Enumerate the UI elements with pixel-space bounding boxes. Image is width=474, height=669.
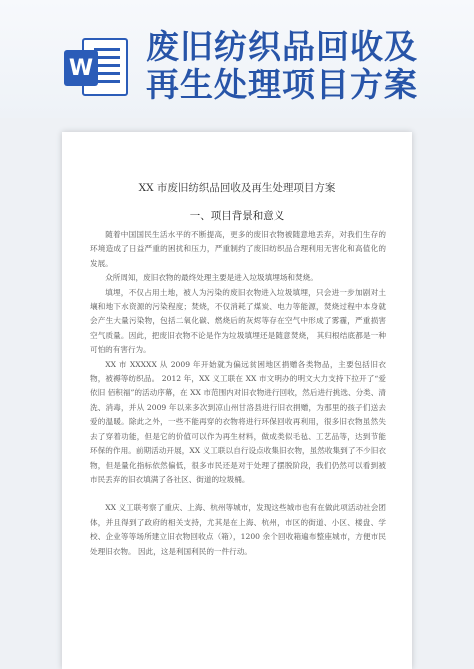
banner-title-line-1: 废旧纺织品回收及 <box>146 27 418 66</box>
paragraph: XX 义工联考察了重庆、上海、杭州等城市，发现这些城市也有在做此项活动社会团体，并且得到了政府的相关支持，尤其是在上海、杭州，市区的街道、小区、楼盘、学校、企业等等场所建立旧衣物回收点（箱），1200 余个回收箱遍布整座城市，方便市民处理旧衣物。 因此，这是利国利民的一件行动。 <box>90 503 386 556</box>
banner <box>0 0 474 118</box>
word-letter-badge: W <box>64 50 98 86</box>
paragraph: 众所周知，废旧衣物的最终处理主要是进入垃圾填埋场和焚烧。 <box>105 273 318 283</box>
word-document-icon <box>64 34 130 100</box>
banner-title-line-2: 再生处理项目方案 <box>146 65 418 104</box>
document-body <box>90 228 386 559</box>
document-page <box>62 132 412 669</box>
section-heading: 一、项目背景和意义 <box>189 210 285 222</box>
document-title: XX 市废旧纺织品回收及再生处理项目方案 <box>138 182 336 194</box>
paragraph: 随着中国国民生活水平的不断提高，更多的废旧衣物被随意地丢弃，对我们生存的环境造成了日益严重的困扰和压力，严重制约了废旧纺织品合理利用无害化和高值化的发展。 <box>90 230 386 268</box>
banner-title <box>146 28 466 104</box>
text-line-icon <box>94 48 120 51</box>
paragraph: 填埋，不仅占用土地，被人为污染的废旧衣物进入垃圾填埋，只会进一步加剧对土壤和地下水资源的污染程度；焚烧，不仅消耗了煤炭、电力等能源，焚烧过程中本身就会产生大量污染物，包括二氧化碳、燃烧后的灰烬等存在空气中形成了雾霾，严重损害空气质量。因此，把废旧衣物不论是作为垃圾填埋还是随意焚烧， 其归根结底都是一种可怕的有害行为。 <box>90 287 386 355</box>
paragraph: XX 市 XXXXX 从 2009 年开始就为偏远贫困地区捐赠各类物品，主要包括旧衣物，被褥等纺织品。 2012 年，XX 义工联在 XX 市文明办的明文大力支持下拉开了“爱依旧 佰积福”的活动序幕，在 XX 市范围内对旧衣物进行回收，然后进行挑选、分类、清洗、消毒，并从 2009 年以来多次到凉山州甘洛县进行旧衣捐赠，为那里的孩子们送去爱的温暖。除此之外，一些不能再穿的衣物将进行环保回收再利用，很多旧衣物虽然失去了穿着功能，但是它的价值可以作为再生材料，做成类似毛毡、工艺品等，达到节能环保的作用。前期活动开展，XX 义工联以自行设点收集旧衣物，虽然收集到了不少旧衣物，但是量化指标依然偏低，很多市民还是对于处理了摆脱阶段，我们仍然可以看到被市民丢弃的旧衣填满了各社区、街道的垃圾桶。 <box>90 359 386 484</box>
